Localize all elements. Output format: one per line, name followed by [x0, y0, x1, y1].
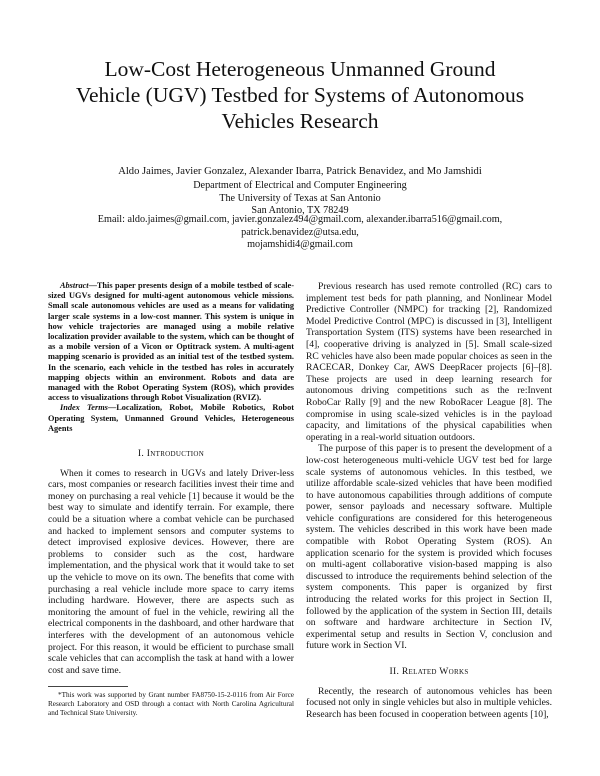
affiliation-department: Department of Electrical and Computer Engineering: [193, 180, 407, 191]
author-emails: [40, 214, 560, 252]
right-column: [306, 281, 552, 720]
title-line-1: Low-Cost Heterogeneous Unmanned Ground: [104, 57, 496, 81]
related-works-paragraph: Recently, the research of autonomous vehicles has been focused not only in single vehicles but also in multiple vehicles. Research has been focused in cooperation between agents [10],: [306, 685, 552, 720]
section-title: Related Works: [401, 666, 469, 677]
section-number: II.: [389, 666, 402, 677]
left-column: [48, 281, 294, 718]
section-number: I.: [137, 448, 147, 460]
index-terms: [48, 403, 294, 434]
author-list: Aldo Jaimes, Javier Gonzalez, Alexander Ibarra, Patrick Benavidez, and Mo Jamshidi: [118, 166, 482, 177]
abstract: [48, 281, 294, 403]
intro-paragraph: When it comes to research in UGVs and lately Driver-less cars, most companies or research facilities invest their time and money on purchasing a real vehicle [1] because it would be the best way to simulate and identify terrain. For example, there could be a situation where a combat vehicle can be purchased and hacked to implement sensors and computer systems to detect improvised explosive devices. However, there are problems to consider such as the cost, hardware implementation, and the physical work that it would take to set up the vehicle to move on its own. The benefits that come with purchasing a real vehicle include more space to carry items including hardware. However, there are aspects such as monitoring the amount of fuel in the vehicle, rewiring all the electrical components in the dashboard, and other hardware that interferes with the development of an autonomous vehicle project. For this reason, it would be efficient to purchase small scale vehicles that can accomplish the task at hand with a lower cost and save time.: [48, 467, 294, 676]
index-terms-text: —Localization, Robot, Mobile Robotics, Robot Operating System, Unmanned Ground Vehicles, Heterogeneous Agents: [48, 403, 295, 433]
title-line-2: Vehicle (UGV) Testbed for Systems of Autonomous: [75, 83, 525, 107]
purpose-paragraph: The purpose of this paper is to present the development of a low-cost heterogeneous multi-vehicle UGV test bed for large scale systems of autonomous vehicles. In this testbed, we utilize affordable scale-sized vehicles that have been modified to have autonomous capabilities through additions of compute power, sensor payloads and necessary software. Multiple vehicle configurations are considered for this heterogeneous system. The vehicles described in this work have been made compatible with Robot Operating System (ROS). An application scenario for the system is provided which focuses on multi-agent collaborative vision-based mapping is also discussed to introduce the requirements behind selection of the system components. This paper is organized by first introducing the related works for this project in Section II, followed by the application of the system in Section III, details on software and hardware architecture in Section IV, experimental setup and results in Section V, conclusion and future work in Section VI.: [306, 443, 552, 652]
affiliation-university: The University of Texas at San Antonio: [219, 192, 381, 204]
footnote-rule: [48, 686, 128, 687]
previous-research-paragraph: Previous research has used remote controlled (RC) cars to implement test beds for path planning, and Nonlinear Model Predictive Controller (NMPC) for tracking [2], Randomized Model Predictive Control (MPC) is discussed in [3], Intelligent Transportation System (ITS) systems have been researched in [4], cooperative driving is analyzed in [5]. Small scale-sized RC vehicles have also been made popular choices as seen in the RACECAR, Donkey Car, AWS DeepRacer projects [6]–[8]. These projects are used in deep learning research for autonomous driving competitions such as the re:Invent RoboCar Rally [9] and the new RoboRacer League [8]. The compromise in using scale-sized vehicles is in the payload capacity, and limitations of the physical capabilities when operating in a real-world situation outdoors.: [306, 281, 552, 443]
index-terms-lead: Index Terms: [60, 403, 108, 413]
abstract-lead: Abstract: [60, 281, 89, 290]
title-line-3: Vehicles Research: [221, 109, 379, 133]
abstract-text: —This paper presents design of a mobile testbed of scale-sized UGVs designed for multi-agent autonomous vehicle missions. Small scale autonomous vehicles are used as a means for validating larger scale systems in a low-cost manner. This system is unique in how vehicle trajectories are managed using a mobile relative localization provider available to the system, which can be thought of as a mobile version of a Vicon or Optitrack system. A multi-agent mapping scenario is provided as an initial test of the testbed system. In the scenario, each vehicle in the testbed has roles in accurately mapping objects within an environment. Robots and data are managed with the Robot Operating System (ROS), which provides access to visualizations through Robot Visualization (RVIZ).: [48, 281, 294, 403]
email-line-1: Email: aldo.jaimes@gmail.com, javier.gonzalez494@gmail.com, alexander.ibarra516@gmail.com, patrick.benavidez@utsa.edu,: [97, 214, 503, 238]
funding-footnote: *This work was supported by Grant number FA8750-15-2-0116 from Air Force Research Laboratory and OSD through a contact with North Carolina Agricultural and Technical State University.: [48, 691, 294, 717]
affiliation: [30, 180, 570, 218]
section-heading-related-works: [306, 666, 552, 678]
section-heading-introduction: [48, 448, 294, 460]
section-title: Introduction: [146, 448, 205, 460]
affiliation-address: San Antonio, TX 78249: [251, 205, 349, 216]
paper-title: [40, 56, 560, 134]
email-line-2: mojamshidi4@gmail.com: [247, 239, 353, 250]
